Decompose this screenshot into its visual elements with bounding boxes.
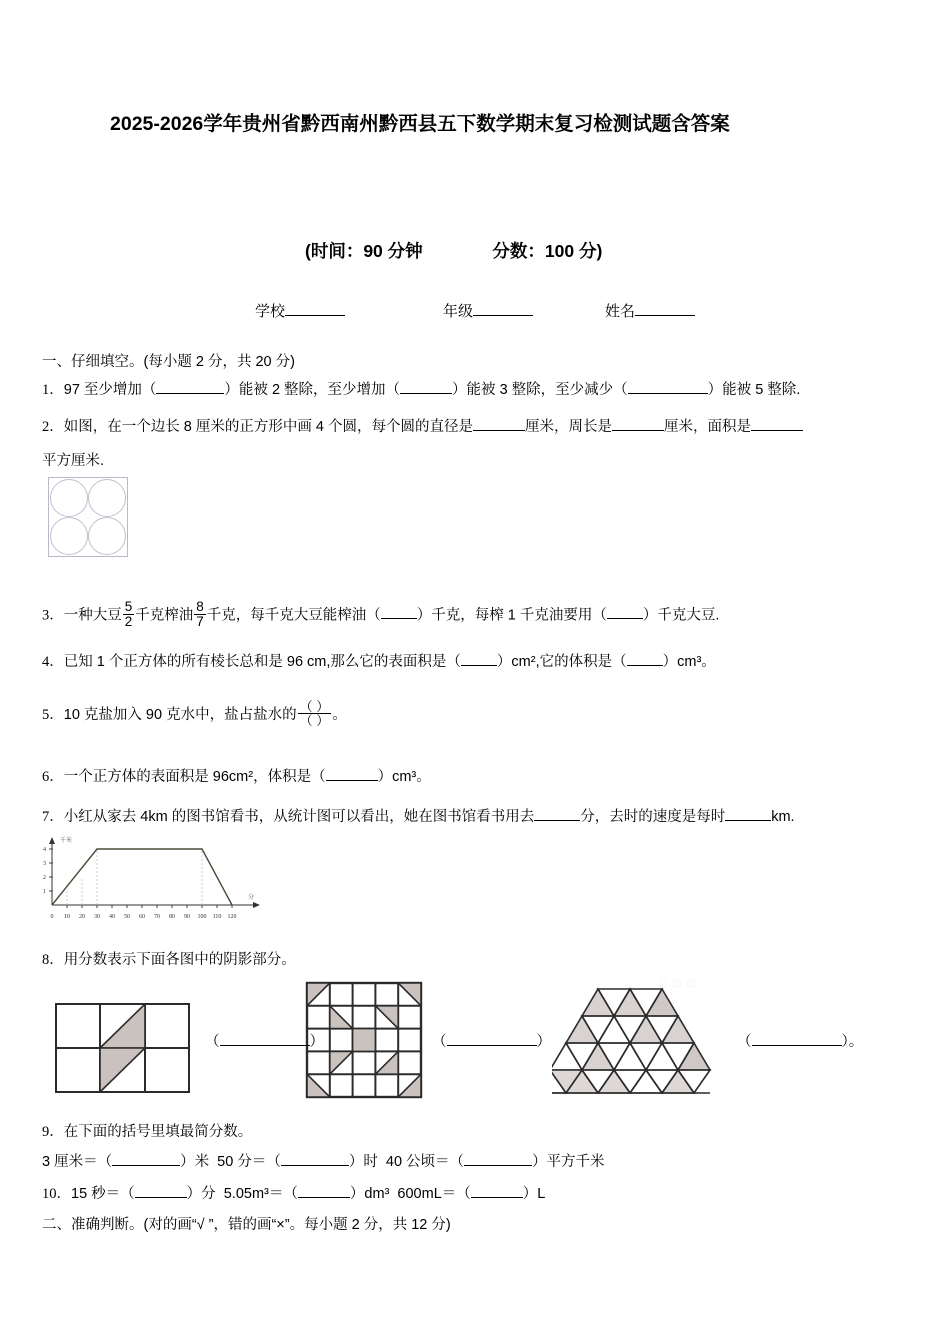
question-4-text-b: ）cm²,它的体积是（ xyxy=(496,654,627,670)
field-school-label: 学校 xyxy=(255,303,286,320)
question-5-text-b: 。 xyxy=(332,707,347,724)
question-7-blank-1[interactable] xyxy=(534,820,580,821)
q9-line-e: 40 公顷＝（ xyxy=(385,1154,465,1170)
question-6-blank-1[interactable] xyxy=(326,780,378,781)
svg-text:3: 3 xyxy=(43,861,46,867)
q9-line-b: ）米 xyxy=(180,1154,210,1170)
question-1-text-d: ）能被 5 整除. xyxy=(707,382,801,398)
question-1-blank-2[interactable] xyxy=(400,393,452,394)
figure-shaded-rect-grid xyxy=(55,1003,190,1098)
question-7-text-c: km. xyxy=(771,809,795,825)
svg-text:50: 50 xyxy=(124,914,130,920)
field-school-blank[interactable] xyxy=(285,315,345,316)
svg-text:0: 0 xyxy=(50,914,54,920)
svg-text:60: 60 xyxy=(139,914,145,920)
x-axis-arrow xyxy=(253,902,260,908)
watermark-text: □ □ □ xyxy=(660,978,697,990)
svg-text:90: 90 xyxy=(184,914,190,920)
svg-text:100: 100 xyxy=(197,914,207,920)
question-2-text-a: 如图，在一个边长 8 厘米的正方形中画 4 个圆，每个圆的直径是 xyxy=(63,419,473,435)
q10-line-b: ）分 xyxy=(186,1186,216,1202)
question-3-blank-2[interactable] xyxy=(607,618,643,619)
question-4-blank-1[interactable] xyxy=(461,665,497,666)
question-6 xyxy=(42,765,431,786)
question-8-blank-2[interactable] xyxy=(447,1045,537,1046)
question-8-blank-2-group xyxy=(432,1030,551,1051)
question-8-blank-3-group xyxy=(737,1030,863,1051)
exam-info xyxy=(305,238,602,263)
q8-blank3-period: 。 xyxy=(848,1034,864,1050)
question-1 xyxy=(42,378,800,399)
tri-r4-u2 xyxy=(598,1070,630,1093)
question-4-blank-2[interactable] xyxy=(627,665,663,666)
q8-blank1-close: ） xyxy=(309,1034,324,1050)
circle-top-right xyxy=(88,479,126,517)
fraction-denominator[interactable]: （ ） xyxy=(299,713,330,728)
field-name xyxy=(605,300,695,321)
figure-triangle-trapezoid xyxy=(552,983,712,1100)
question-4-number: 4． xyxy=(42,654,64,670)
q10-line-e: 600mL＝（ xyxy=(397,1186,471,1202)
question-3-number: 3． xyxy=(42,607,64,624)
tri-r3-u3 xyxy=(614,1043,646,1070)
tri-r3-u2 xyxy=(582,1043,614,1070)
q10-line-f: ）L xyxy=(522,1186,546,1202)
q9-line-a: 3 厘米＝（ xyxy=(42,1154,113,1170)
question-4 xyxy=(42,650,716,671)
svg-text:20: 20 xyxy=(79,914,85,920)
question-1-text-b: ）能被 2 整除，至少增加（ xyxy=(224,382,401,398)
question-7 xyxy=(42,805,795,826)
q10-line-c: 5.05m³＝（ xyxy=(223,1186,298,1202)
y-axis-arrow xyxy=(49,837,55,844)
question-1-blank-1[interactable] xyxy=(156,393,224,394)
question-2-text-d: 平方厘米. xyxy=(42,453,105,469)
fraction-denominator: 2 xyxy=(124,613,133,629)
fraction-numerator: 5 xyxy=(124,599,133,614)
q9-line-c: 50 分＝（ xyxy=(217,1154,281,1170)
field-grade-label: 年级 xyxy=(443,303,474,320)
shaded-rect-grid-svg xyxy=(55,1003,190,1093)
field-name-blank[interactable] xyxy=(635,315,695,316)
question-1-number: 1． xyxy=(42,382,64,398)
question-8 xyxy=(42,948,296,969)
q8-blank2-close: ） xyxy=(536,1034,551,1050)
question-9-text-a: 在下面的括号里填最简分数。 xyxy=(63,1124,253,1140)
question-5-text-a: 10 克盐加入 90 克水中，盐占盐水的 xyxy=(63,707,297,724)
chart-data-line xyxy=(52,849,232,905)
exam-time-label: (时间：90 分钟 xyxy=(305,241,423,261)
section-one-heading: 一、仔细填空。(每小题 2 分，共 20 分) xyxy=(42,354,295,370)
question-2-text-b: 厘米，周长是 xyxy=(525,419,612,435)
question-10-number: 10． xyxy=(42,1186,71,1202)
tri-r2-u4 xyxy=(662,1016,694,1043)
tri-r2-u3 xyxy=(630,1016,662,1043)
question-8-number: 8． xyxy=(42,952,64,968)
svg-text:4: 4 xyxy=(43,847,46,853)
circle-top-left xyxy=(50,479,88,517)
question-6-text-a: 一个正方体的表面积是 96cm²，体积是（ xyxy=(63,769,326,785)
question-8-blank-1[interactable] xyxy=(220,1045,310,1046)
fraction-eight-sevenths xyxy=(194,600,206,628)
question-7-number: 7． xyxy=(42,809,64,825)
question-4-text-a: 已知 1 个正方体的所有棱长总和是 96 cm,那么它的表面积是（ xyxy=(63,654,461,670)
svg-text:40: 40 xyxy=(109,914,115,920)
question-2 xyxy=(42,410,912,478)
svg-text:70: 70 xyxy=(154,914,160,920)
circle-bottom-right xyxy=(88,517,126,555)
question-3-text-e: ）千克大豆. xyxy=(642,607,720,624)
question-10 xyxy=(42,1182,545,1203)
tri-r1-u3 xyxy=(646,989,678,1016)
fraction-numerator: 8 xyxy=(196,599,204,614)
section-two-heading: 二、准确判断。(对的画“√ ”，错的画“×”。每小题 2 分，共 12 分) xyxy=(42,1217,451,1233)
question-2-blank-1[interactable] xyxy=(473,430,525,431)
question-3-text-b: 千克榨油 xyxy=(135,607,194,624)
q9-line-d: ）时 xyxy=(348,1154,378,1170)
tri-r3-u4 xyxy=(646,1043,678,1070)
svg-text:30: 30 xyxy=(94,914,100,920)
question-3-text-a: 一种大豆 xyxy=(63,607,122,624)
question-8-text-a: 用分数表示下面各图中的阴影部分。 xyxy=(63,952,296,968)
question-9-blank-2[interactable] xyxy=(281,1165,349,1166)
figure-travel-line-chart xyxy=(42,833,272,923)
circle-bottom-left xyxy=(50,517,88,555)
line-chart-svg xyxy=(42,833,272,923)
q8-blank1-open: （ xyxy=(205,1034,220,1050)
x-axis-label: 分 xyxy=(248,895,255,901)
svg-text:10: 10 xyxy=(64,914,70,920)
question-2-blank-2[interactable] xyxy=(612,430,664,431)
fraction-numerator[interactable]: （ ） xyxy=(299,699,330,714)
field-school xyxy=(255,300,345,321)
tri-r1-u1 xyxy=(582,989,614,1016)
question-1-text-c: ）能被 3 整除，至少减少（ xyxy=(452,382,628,398)
svg-text:120: 120 xyxy=(227,914,237,920)
question-4-text-c: ）cm³。 xyxy=(662,654,716,670)
q8-blank3-close: ） xyxy=(841,1034,849,1050)
question-9-blank-3[interactable] xyxy=(464,1165,532,1166)
question-3-blank-1[interactable] xyxy=(381,618,417,619)
y-axis-label: 千米 xyxy=(60,838,73,844)
question-2-number: 2． xyxy=(42,419,64,435)
question-10-blank-2[interactable] xyxy=(298,1197,350,1198)
svg-text:2: 2 xyxy=(43,875,46,881)
y-tick-labels xyxy=(43,847,46,895)
question-9-blanks-line xyxy=(42,1150,605,1171)
question-2-text-c: 厘米，面积是 xyxy=(664,419,751,435)
question-9-blank-1[interactable] xyxy=(112,1165,180,1166)
question-2-blank-3[interactable] xyxy=(751,430,803,431)
figure-square-with-four-circles xyxy=(48,477,128,557)
question-7-blank-2[interactable] xyxy=(725,820,771,821)
question-9 xyxy=(42,1120,252,1141)
question-7-text-b: 分，去时的速度是每时 xyxy=(580,809,726,825)
q8-blank3-open: （ xyxy=(737,1034,752,1050)
guide-lines xyxy=(67,849,202,905)
q9-line-f: ）平方千米 xyxy=(532,1154,605,1170)
field-grade xyxy=(443,300,533,321)
q10-line-d: ）dm³ xyxy=(349,1186,390,1202)
question-7-text-a: 小红从家去 4km 的图书馆看书，从统计图可以看出，她在图书馆看书用去 xyxy=(63,809,535,825)
q8-blank2-open: （ xyxy=(432,1034,447,1050)
tri-r3-d3 xyxy=(630,1043,662,1070)
triangle-trapezoid-svg xyxy=(552,983,712,1095)
q10-line-a: 15 秒＝（ xyxy=(71,1186,135,1202)
question-5-number: 5． xyxy=(42,707,64,724)
tri-r3-u5 xyxy=(678,1043,710,1070)
question-3-text-c: 千克，每千克大豆能榨油（ xyxy=(206,607,381,624)
svg-text:110: 110 xyxy=(212,914,222,920)
tri-r4-u3 xyxy=(630,1070,662,1093)
question-1-blank-3[interactable] xyxy=(628,393,708,394)
question-9-number: 9． xyxy=(42,1124,64,1140)
svg-text:80: 80 xyxy=(169,914,175,920)
fraction-blank-over-blank[interactable] xyxy=(298,700,332,727)
field-grade-blank[interactable] xyxy=(473,315,533,316)
question-6-text-b: ）cm³。 xyxy=(377,769,431,785)
field-name-label: 姓名 xyxy=(605,303,636,320)
question-5 xyxy=(42,700,347,727)
exam-score-label: 分数：100 分) xyxy=(492,241,603,261)
page-title: 2025-2026学年贵州省黔西南州黔西县五下数学期末复习检测试题含答案 xyxy=(110,113,730,135)
shaded-center-cell xyxy=(353,1029,376,1052)
x-tick-labels xyxy=(51,914,237,920)
question-10-blank-3[interactable] xyxy=(471,1197,523,1198)
tri-r4-u4 xyxy=(662,1070,694,1093)
question-8-blank-3[interactable] xyxy=(752,1045,842,1046)
fraction-five-halves xyxy=(123,600,135,628)
tri-r2-u1 xyxy=(566,1016,598,1043)
question-6-number: 6． xyxy=(42,769,64,785)
svg-text:1: 1 xyxy=(43,889,46,895)
question-3-text-d: ）千克，每榨 1 千克油要用（ xyxy=(416,607,607,624)
question-8-blank-1-group xyxy=(205,1030,324,1051)
tri-r3-u1 xyxy=(552,1043,582,1070)
fraction-denominator: 7 xyxy=(196,613,204,629)
tri-r2-u2 xyxy=(598,1016,630,1043)
question-10-blank-1[interactable] xyxy=(135,1197,187,1198)
question-1-text-a: 97 至少增加（ xyxy=(63,382,157,398)
tri-r1-u2 xyxy=(614,989,646,1016)
question-3 xyxy=(42,600,719,628)
